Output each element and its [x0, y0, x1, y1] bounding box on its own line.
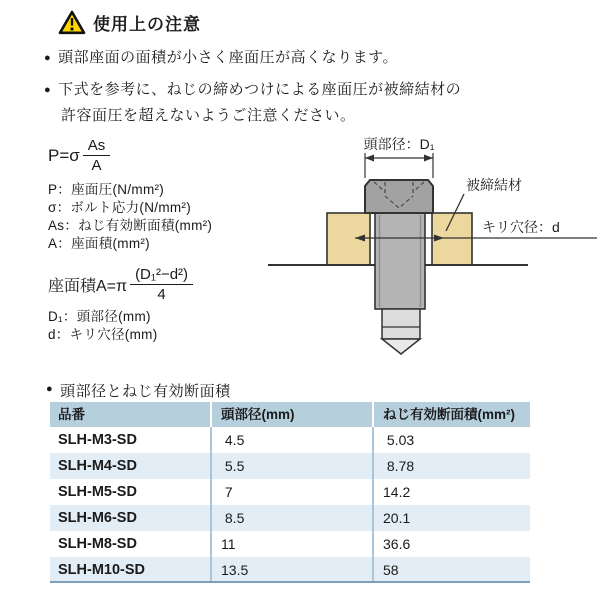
table-row [50, 531, 530, 557]
bolt-shaft [375, 213, 425, 309]
formula-lhs: 座面積A=π [48, 278, 128, 295]
part-number-cell: SLH-M10-SD [58, 562, 146, 578]
note-item-2 [44, 79, 461, 101]
head-dia-cell: 11 [210, 531, 372, 557]
table-row [50, 479, 530, 505]
warning-triangle-icon [58, 10, 86, 35]
head-dia-cell: 8.5 [210, 505, 372, 531]
table-row [50, 453, 530, 479]
hole-diameter-label: キリ穴径：d [482, 219, 560, 235]
clamped-material-label: 被締結材 [466, 177, 522, 193]
area-cell: 58 [372, 557, 530, 581]
head-diameter-label: 頭部径：D₁ [363, 136, 435, 152]
note-text: 頭部座面の面積が小さく座面圧が高くなります。 [58, 49, 398, 66]
part-number-cell: SLH-M3-SD [58, 432, 137, 448]
area-cell: 8.78 [372, 453, 530, 479]
table-row [50, 557, 530, 583]
table-title: 頭部径とねじ有効断面積 [60, 383, 231, 400]
area-cell: 14.2 [372, 479, 530, 505]
def-line-d1: D₁：頭部径(mm) [48, 309, 151, 324]
def-line-sigma: σ：ボルト応力(N/mm²) [48, 200, 192, 215]
area-cell: 20.1 [372, 505, 530, 531]
col-header-area: ねじ有効断面積(mm²) [372, 402, 530, 427]
part-number-cell: SLH-M6-SD [58, 510, 137, 526]
bullet-icon: ● [44, 84, 52, 96]
col-header-part: 品番 [58, 407, 85, 422]
table-header-row [50, 402, 530, 427]
page-title: 使用上の注意 [93, 15, 201, 34]
area-cell: 5.03 [372, 427, 530, 453]
fraction-numerator: As [83, 137, 111, 156]
arrow-left-icon [365, 155, 374, 162]
table-row [50, 427, 530, 453]
note-item-2-cont: 許容面圧を超えないようご注意ください。 [61, 107, 356, 124]
table-title-row [46, 380, 231, 401]
note-item-1 [44, 47, 398, 69]
fraction-numerator: (D₁²−d²) [130, 266, 193, 285]
head-dia-cell: 4.5 [210, 427, 372, 453]
warning-header [58, 10, 201, 35]
part-number-cell: SLH-M4-SD [58, 458, 137, 474]
fraction-denominator: A [91, 157, 102, 174]
note-text: 下式を参考に、ねじの締めつけによる座面圧が被締結材の [58, 81, 462, 98]
dimensions-table [50, 402, 530, 583]
bolt-cross-section-diagram [268, 132, 600, 365]
formula-lhs: P=σ [48, 145, 80, 165]
def-line-p: P：座面圧(N/mm²) [48, 182, 165, 197]
part-number-cell: SLH-M8-SD [58, 536, 137, 552]
arrow-right-icon [424, 155, 433, 162]
bolt-tip-cone [382, 339, 420, 354]
bullet-icon: ● [44, 52, 52, 64]
part-number-cell: SLH-M5-SD [58, 484, 137, 500]
head-dia-cell: 13.5 [210, 557, 372, 581]
bolt-head [365, 180, 433, 213]
fraction [83, 137, 111, 174]
fraction [130, 266, 193, 303]
head-dia-cell: 7 [210, 479, 372, 505]
fraction-denominator: 4 [157, 286, 166, 303]
area-cell: 36.6 [372, 531, 530, 557]
bearing-pressure-formula [48, 137, 110, 174]
formula-definitions [48, 181, 212, 253]
formula-definitions-2 [48, 308, 158, 344]
col-header-head-dia: 頭部径(mm) [210, 402, 372, 427]
def-line-as: As：ねじ有効断面積(mm²) [48, 218, 213, 233]
bolt-tip-body [382, 309, 420, 339]
bearing-area-formula [48, 266, 193, 303]
table-row [50, 505, 530, 531]
def-line-a: A：座面積(mm²) [48, 236, 150, 251]
def-line-d: d：キリ穴径(mm) [48, 327, 158, 342]
bullet-icon: ● [46, 383, 54, 395]
head-dia-cell: 5.5 [210, 453, 372, 479]
